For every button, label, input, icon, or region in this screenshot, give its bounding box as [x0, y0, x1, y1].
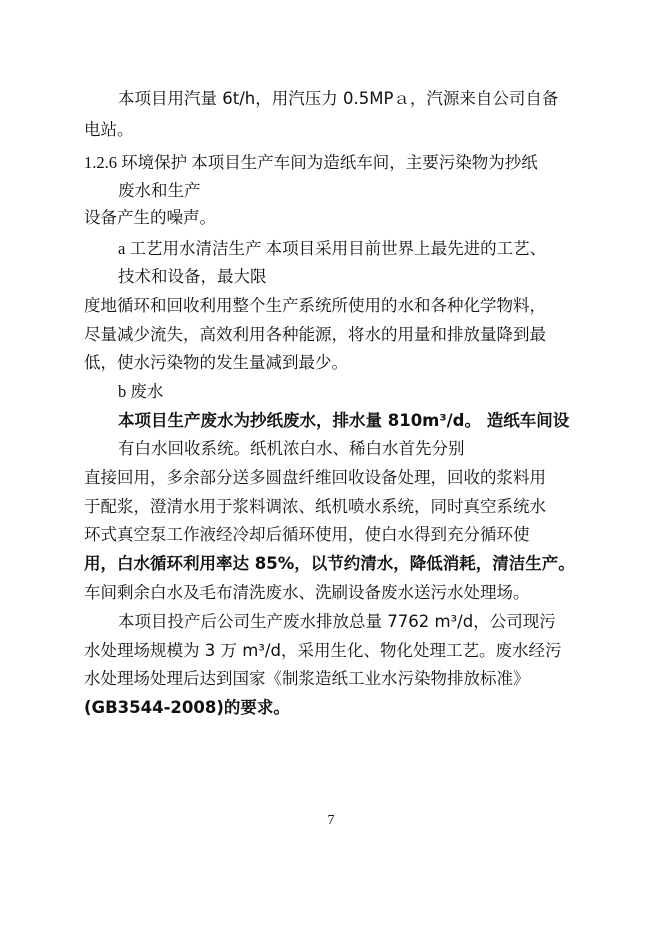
paragraph-discharge-line-2: 水处理场规模为 3 万 m³/d，采用生化、物化处理工艺。废水经污 — [84, 641, 562, 660]
paragraph-steam-line-1: 本项目用汽量 6t/h，用汽压力 0.5MPａ，汽源来自公司自备 — [118, 89, 559, 108]
paragraph-clean-production-line-5: 低，使水污染物的发生量减到最少。 — [84, 353, 348, 372]
paragraph-clean-production-line-3: 度地循环和回收利用整个生产系统所使用的水和各种化学物料， — [84, 296, 546, 315]
paragraph-wastewater-line-5: 环式真空泵工作液经冷却后循环使用，使白水得到充分循环使 — [84, 525, 530, 544]
page-number: 7 — [327, 813, 335, 828]
section-heading-environment: 1.2.6 环境保护 本项目生产车间为造纸车间，主要污染物为抄纸 — [84, 153, 538, 172]
subheading-clean-production: a 工艺用水清洁生产 本项目采用目前世界上最先进的工艺、 — [118, 239, 547, 258]
paragraph-wastewater-line-1: 本项目生产废水为抄纸废水，排水量 810m³/d。 造纸车间设 — [118, 411, 570, 430]
paragraph-wastewater-line-4: 于配浆，澄清水用于浆料调浓、纸机喷水系统，同时真空系统水 — [84, 497, 546, 516]
paragraph-discharge-line-4: (GB3544-2008)的要求。 — [84, 698, 290, 717]
paragraph-wastewater-line-7: 车间剩余白水及毛布清洗废水、洗刷设备废水送污水处理场。 — [84, 583, 530, 602]
paragraph-wastewater-line-6: 用，白水循环利用率达 85%，以节约清水，降低消耗，清洁生产。 — [84, 554, 575, 573]
paragraph-steam-line-2: 电站。 — [84, 120, 134, 139]
subheading-wastewater: b 废水 — [118, 382, 164, 401]
paragraph-clean-production-line-2: 技术和设备，最大限 — [118, 267, 267, 286]
paragraph-discharge-line-3: 水处理场处理后达到国家《制浆造纸工业水污染物排放标准》 — [84, 669, 530, 688]
paragraph-discharge-line-1: 本项目投产后公司生产废水排放总量 7762 m³/d，公司现污 — [118, 612, 556, 631]
paragraph-clean-production-line-4: 尽量减少流失，高效利用各种能源，将水的用量和排放量降到最 — [84, 325, 546, 344]
paragraph-wastewater-line-3: 直接回用，多余部分送多圆盘纤维回收设备处理，回收的浆料用 — [84, 468, 546, 487]
paragraph-wastewater-line-2: 有白水回收系统。纸机浓白水、稀白水首先分别 — [118, 439, 465, 458]
paragraph-environment-line-2: 废水和生产 — [118, 181, 201, 200]
paragraph-environment-line-3: 设备产生的噪声。 — [84, 208, 216, 227]
